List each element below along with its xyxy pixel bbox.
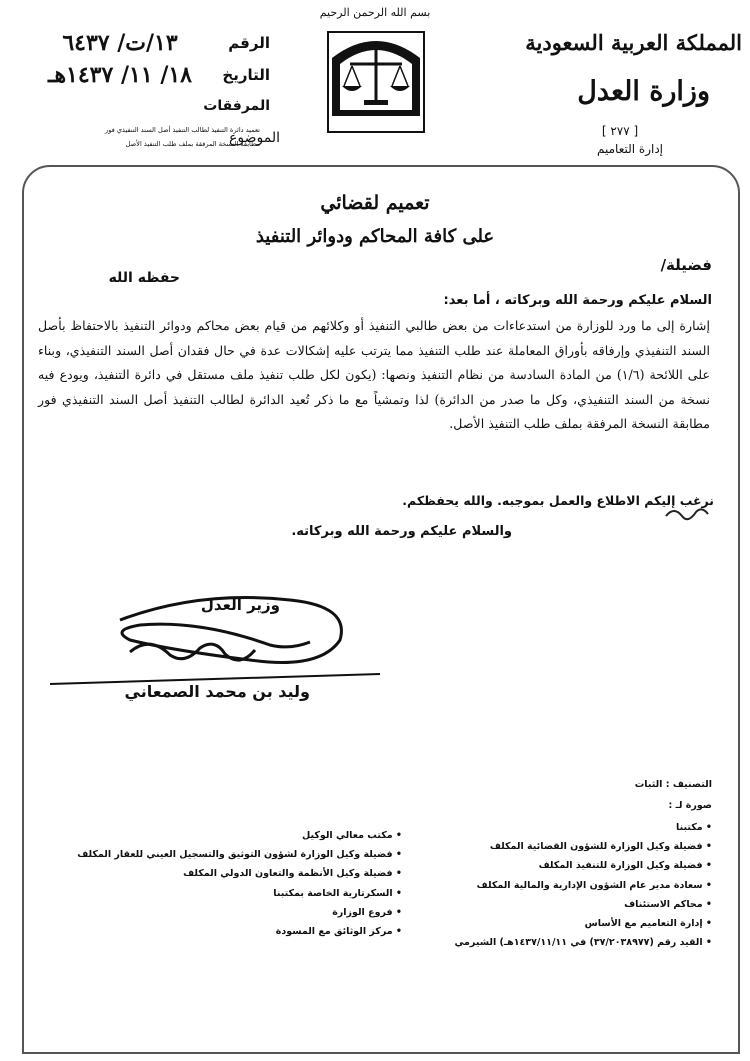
classification-line: التصنيف : الثبات — [634, 779, 712, 790]
kingdom-name: المملكة العربية السعودية — [525, 30, 742, 55]
signatory-name: وليد بن محمد الصمعاني — [124, 682, 310, 701]
address-line: فضيلة/ — [660, 256, 712, 274]
ministry-name: وزارة العدل — [577, 76, 710, 107]
subject-line-1: تعميد دائرة التنفيذ لطالب التنفيذ أصل السند التنفيذي فور — [105, 126, 260, 134]
circular-subtitle: على كافة المحاكم ودوائر التنفيذ — [255, 226, 495, 247]
number-value: ١٣/ت/ ٦٤٣٧ — [62, 30, 178, 56]
list-item: • سعادة مدير عام الشؤون الإدارية والمالية المكلف — [476, 879, 712, 891]
closing-line: والسلام عليكم ورحمة الله وبركاته. — [291, 524, 512, 539]
basmala: بسم الله الرحمن الرحيم — [319, 6, 431, 19]
list-item: • فروع الوزارة — [332, 906, 402, 918]
ministry-logo — [320, 28, 432, 140]
distribution-list-left — [52, 826, 402, 941]
circular-number: [ ٢٧٧ ] — [601, 124, 639, 138]
list-item: • مركز الوثائق مع المسودة — [275, 926, 402, 938]
list-item: • فضيلة وكيل الوزارة للتنفيذ المكلف — [538, 860, 712, 872]
subject-line-2: مطابقة النسخة المرفقة بملف طلب التنفيذ الأصل — [125, 140, 260, 148]
list-item: • محاكم الاستئناف — [624, 898, 712, 910]
greeting-line: السلام عليكم ورحمة الله وبركاته ، أما بعد: — [443, 293, 712, 308]
list-item: • فضيلة وكيل الوزارة لشؤون التوثيق والتسجيل العيني للعقار المكلف — [77, 849, 402, 861]
list-item: • فضيلة وكيل الوزارة للشؤون القضائية المكلف — [489, 841, 712, 853]
date-label: التاريخ — [222, 66, 270, 84]
date-value: ١٨/ ١١/ ١٤٣٧هـ — [48, 62, 192, 88]
body-paragraph — [38, 314, 710, 437]
list-item: • السكرتارية الخاصة بمكتبنا — [273, 887, 402, 899]
distribution-list-right — [412, 818, 712, 952]
department-name: إدارة التعاميم — [597, 142, 663, 156]
circular-title: تعميم لقضائي — [320, 192, 430, 214]
signatory-title: وزير العدل — [200, 596, 280, 614]
logo-caption: وزارة العدل — [347, 118, 405, 129]
attachments-label: المرفقات — [203, 98, 270, 114]
handwritten-mark — [662, 502, 712, 528]
list-item: • إدارة التعاميم مع الأساس — [584, 918, 712, 930]
list-item: • مكتبنا — [676, 822, 712, 833]
list-item: • القيد رقم (٣٧/٢٠٣٨٩٧٧) في ١٤٣٧/١١/١١هـ) الشيرمي — [454, 937, 712, 949]
copy-to-line: صورة لـ : — [668, 800, 712, 811]
list-item: • فضيلة وكيل الأنظمة والتعاون الدولي المكلف — [183, 868, 402, 880]
body-text: إشارة إلى ما ورد للوزارة من استدعاءات من بعض طالبي التنفيذ أو وكلائهم من قيام بعض محاكم ودوائر التنفيذ بالاحتفاظ بأصل السند التنفيذي وإرفاقه بأوراق المعاملة عند طلب التنفيذ مما يترتب عليه إشكالات عدة في حال فقدان أصل السند التنفيذي، وبناء على اللائحة (١/٦) من المادة السادسة من نظام التنفيذ ونصها: (يكون لكل طلب تنفيذ ملف مستقل في دائرة التنفيذ، ويودع فيه نسخة من السند التنفيذي، وكل ما صدر من الدائرة) لذا وتمشياً مع ما ذكر تُعيد الدائرة لطالب التنفيذ أصل السند التنفيذي فور مطابقة النسخة المرفقة بملف طلب التنفيذ الأصل. — [38, 318, 710, 431]
number-label: الرقم — [228, 34, 270, 52]
list-item: • مكتب معالي الوكيل — [302, 830, 402, 841]
blessing-line: حفظه الله — [108, 270, 180, 286]
request-line: نرغب إليكم الاطلاع والعمل بموجبه. والله يحفظكم. — [402, 493, 714, 508]
subject-label: الموضوع — [229, 130, 280, 146]
